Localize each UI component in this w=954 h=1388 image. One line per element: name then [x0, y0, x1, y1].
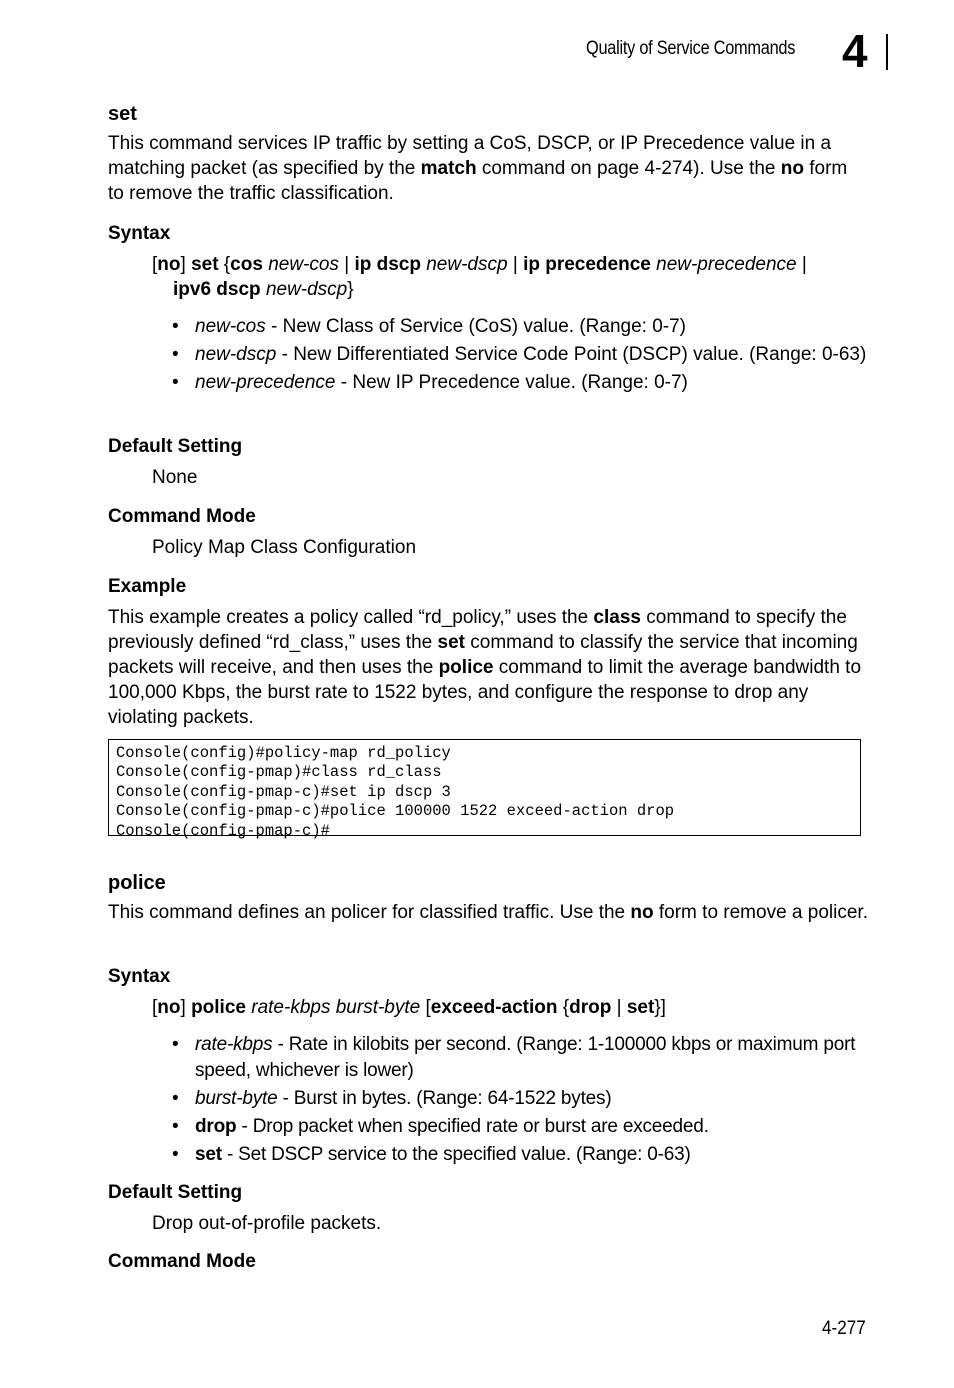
list-item: • new-cos - New Class of Service (CoS) value. (Range: 0-7) [172, 314, 872, 340]
set-default-value: None [152, 467, 198, 488]
running-header: Quality of Service Commands [586, 38, 796, 59]
set-mode-heading: Command Mode [108, 506, 256, 527]
code-line: Console(config-pmap-c)#set ip dscp 3 [116, 782, 451, 801]
police-syntax-heading: Syntax [108, 966, 171, 987]
list-item: • burst-byte - Burst in bytes. (Range: 64-1522 bytes) [172, 1086, 872, 1112]
chapter-number: 4 [842, 25, 868, 77]
set-syntax-heading: Syntax [108, 223, 171, 244]
list-item: • new-precedence - New IP Precedence value. (Range: 0-7) [172, 370, 872, 396]
police-description: This command defines an policer for classified traffic. Use the no form to remove a policer. [108, 902, 868, 923]
set-description: This command services IP traffic by setting a CoS, DSCP, or IP Precedence value in a matching packet (as specified by the match command on page 4-274). Use the no form to remove the traffic classification. [108, 133, 848, 204]
list-item: • rate-kbps - Rate in kilobits per second. (Range: 1-100000 kbps or maximum port speed, whichever is lower) [172, 1032, 872, 1084]
set-default-heading: Default Setting [108, 436, 243, 457]
police-default-value: Drop out-of-profile packets. [152, 1213, 382, 1234]
police-syntax-line: [no] police rate-kbps burst-byte [exceed-action {drop | set}] [152, 997, 666, 1018]
set-mode-value: Policy Map Class Configuration [152, 537, 417, 558]
set-example-text: This example creates a policy called “rd_policy,” uses the class command to specify the previously defined “rd_class,” uses the set command to classify the service that incoming packets will receive, and then uses the police command to limit the average bandwidth to 100,000 Kbps, the burst rate to 1522 bytes, and configure the response to drop any violating packets. [108, 607, 862, 728]
list-item: • set - Set DSCP service to the specified value. (Range: 0-63) [172, 1142, 872, 1168]
police-mode-heading: Command Mode [108, 1251, 256, 1272]
set-syntax-line: [no] set {cos new-cos | ip dscp new-dscp | ip precedence new-precedence | ipv6 dscp new-dscp} [152, 254, 807, 300]
list-item: • new-dscp - New Differentiated Service Code Point (DSCP) value. (Range: 0-63) [172, 342, 872, 368]
police-parameter-list [172, 1032, 872, 1170]
list-item: • drop - Drop packet when specified rate or burst are exceeded. [172, 1114, 872, 1140]
code-example-box [108, 739, 861, 840]
set-parameter-list [172, 314, 872, 398]
set-example-heading: Example [108, 576, 187, 597]
police-default-heading: Default Setting [108, 1182, 243, 1203]
code-line: Console(config-pmap-c)# [116, 821, 330, 840]
section-title-set: set [108, 103, 137, 125]
code-line: Console(config)#policy-map rd_policy [116, 744, 451, 762]
page-number: 4-277 [822, 1318, 866, 1339]
code-line: Console(config-pmap-c)#police 100000 1522 exceed-action drop [116, 802, 675, 821]
chapter-divider [886, 34, 888, 70]
section-title-police: police [108, 872, 166, 894]
code-line: Console(config-pmap)#class rd_class [116, 763, 442, 782]
